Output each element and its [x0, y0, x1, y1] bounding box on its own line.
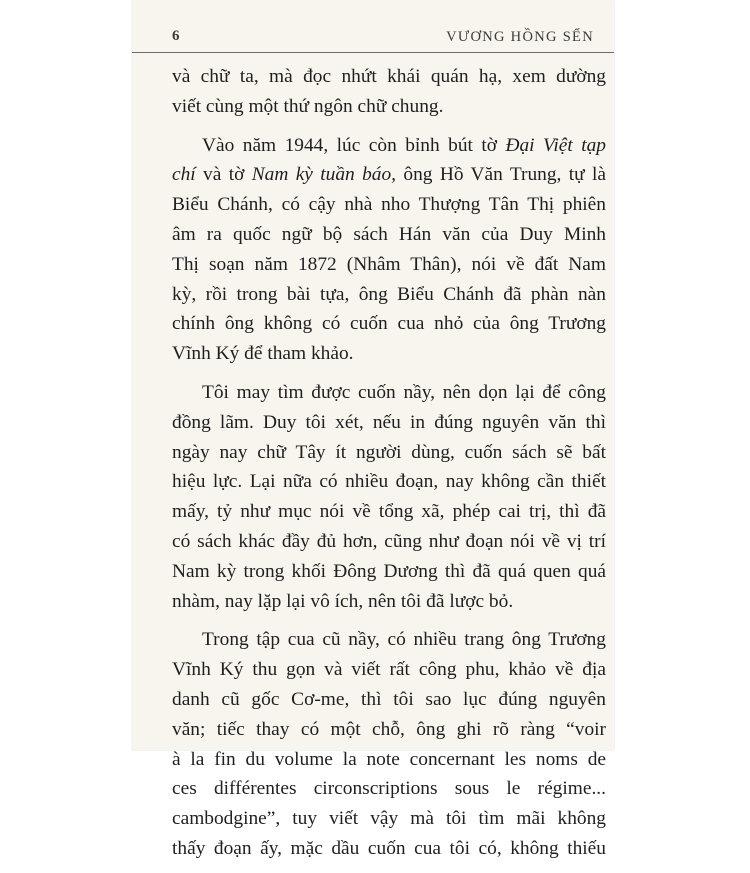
text-line: ces différentes circonscriptions sous le régime... — [172, 778, 606, 800]
text-line: Trong tập cua cũ nầy, có nhiều trang ông Trương — [202, 629, 606, 651]
text-line: viết cùng một thứ ngôn chữ chung. — [172, 95, 444, 117]
text-line: cambodgine”, tuy viết vậy mà tôi tìm mãi không — [172, 808, 606, 830]
italic-title: Nam kỳ tuần báo, — [251, 164, 397, 186]
text-run: và tờ — [195, 164, 252, 186]
paragraph-1 — [172, 62, 606, 122]
book-page — [132, 0, 614, 859]
italic-title: Đại Việt tạp — [505, 134, 606, 156]
text-line: Biểu Chánh, có cậy nhà nho Thượng Tân Thị phiên — [172, 194, 606, 216]
paragraph-4 — [172, 625, 606, 863]
text-line — [172, 160, 606, 190]
text-run: ông Hồ Văn Trung, tự là — [396, 164, 607, 186]
text-line: văn; tiếc thay có một chỗ, ông ghi rõ ràng “voir — [172, 718, 606, 740]
text-line: và chữ ta, mà đọc nhứt khái quán hạ, xem dường — [172, 66, 606, 87]
text-line: Tôi may tìm được cuốn nầy, nên dọn lại để công — [202, 381, 606, 403]
text-line: đồng lãm. Duy tôi xét, nếu in đúng nguyên văn thì — [172, 411, 606, 433]
body-text — [172, 62, 606, 873]
text-line: kỳ, rồi trong bài tựa, ông Biểu Chánh đã phàn nàn — [172, 283, 606, 305]
running-head: VƯƠNG HỒNG SỂN — [446, 29, 594, 45]
text-line: Vĩnh Ký thu gọn và viết rất công phu, khảo về địa — [172, 659, 606, 681]
italic-title: chí — [172, 164, 196, 186]
text-line: ngày nay chữ Tây ít người dùng, cuốn sách sẽ bất — [172, 441, 606, 463]
text-line: Thị soạn năm 1872 (Nhâm Thân), nói về đất Nam — [172, 253, 606, 275]
text-line: danh cũ gốc Cơ-me, thì tôi sao lục đúng nguyên — [172, 688, 606, 710]
paragraph-2 — [172, 131, 606, 369]
text-line: mấy, tỷ như mục nói về tổng xã, phép cai trị, thì đã — [172, 501, 606, 523]
text-line: Nam kỳ trong khối Đông Dương thì đã quá quen quá — [172, 560, 606, 582]
paragraph-3 — [172, 378, 606, 616]
text-line: Vĩnh Ký để tham khảo. — [172, 343, 354, 365]
text-line: chính ông không có cuốn cua nhỏ của ông Trương — [172, 313, 606, 335]
text-line: hiệu lực. Lại nữa có nhiều đoạn, nay không cần thiết — [172, 471, 606, 493]
page-header — [132, 22, 614, 53]
text-line: âm ra quốc ngữ bộ sách Hán văn của Duy Minh — [172, 223, 606, 245]
page-number: 6 — [172, 28, 180, 44]
text-line — [172, 131, 606, 161]
text-line: có sách khác đầy đủ hơn, cũng như đoạn nói về vị trí — [172, 530, 606, 552]
text-line: nhàm, nay lặp lại vô ích, nên tôi đã lược bỏ. — [172, 590, 514, 612]
text-run: Vào năm 1944, lúc còn bỉnh bút tờ — [202, 134, 506, 156]
text-line: thấy đoạn ấy, mặc dầu cuốn cua tôi có, không thiếu — [172, 837, 606, 859]
text-line: à la fin du volume la note concernant les noms de — [172, 748, 606, 770]
